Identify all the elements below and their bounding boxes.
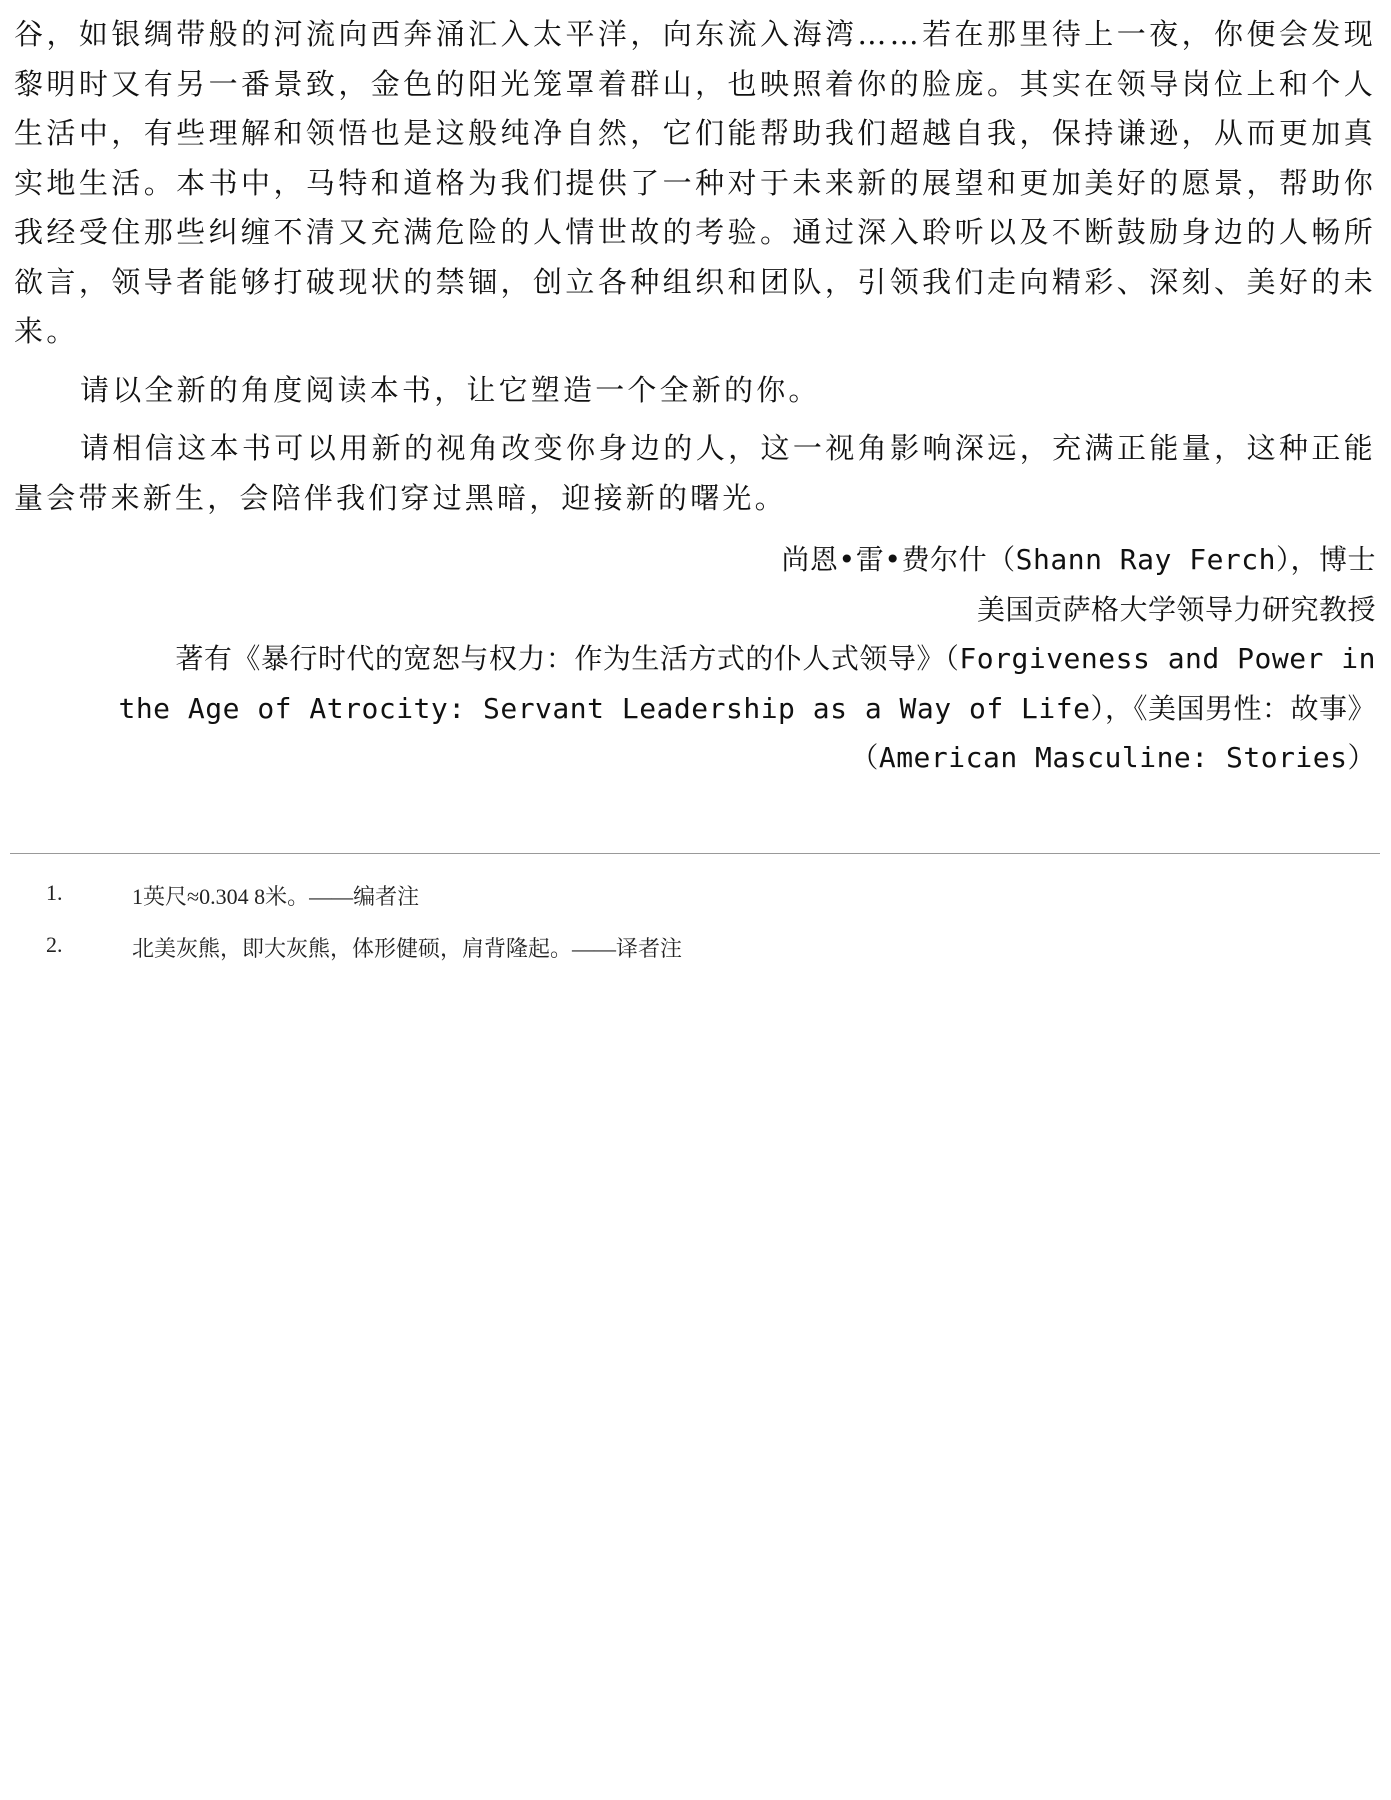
body-paragraph-2: 请以全新的角度阅读本书，让它塑造一个全新的你。 (80, 372, 821, 407)
signature-works-line-1: 著有《暴行时代的宽恕与权力：作为生活方式的仆人式领导》（Forgiveness and Power in (175, 642, 1376, 675)
signature-name: 尚恩•雷•费尔什（Shann Ray Ferch），博士 (781, 543, 1376, 576)
author-signature (14, 535, 1376, 783)
signature-works-line-3: （American Masculine: Stories） (850, 741, 1376, 774)
footnote-divider (10, 853, 1380, 854)
body-paragraph-1: 谷，如银绸带般的河流向西奔涌汇入太平洋，向东流入海湾……若在那里待上一夜，你便会发现黎明时又有另一番景致，金色的阳光笼罩着群山，也映照着你的脸庞。其实在领导岗位上和个人生活中，有些理解和领悟也是这般纯净自然，它们能帮助我们超越自我，保持谦逊，从而更加真实地生活。本书中，马特和道格为我们提供了一种对于未来新的展望和更加美好的愿景，帮助你我经受住那些纠缠不清又充满危险的人情世故的考验。通过深入聆听以及不断鼓励身边的人畅所欲言，领导者能够打破现状的禁锢，创立各种组织和团队，引领我们走向精彩、深刻、美好的未来。 (14, 17, 1376, 348)
page-body (14, 10, 1376, 783)
footnote-item (46, 880, 1346, 932)
body-paragraph-3: 请相信这本书可以用新的视角改变你身边的人，这一视角影响深远，充满正能量，这种正能量会带来新生，会陪伴我们穿过黑暗，迎接新的曙光。 (14, 431, 1376, 515)
signature-works-line-2: the Age of Atrocity: Servant Leadership as a Way of Life），《美国男性：故事》 (118, 691, 1376, 725)
footnote-number: 1. (46, 880, 63, 905)
footnote-text: 北美灰熊，即大灰熊，体形健硕，肩背隆起。——译者注 (132, 936, 683, 961)
footnote-item (46, 932, 1346, 984)
footnote-number: 2. (46, 932, 63, 957)
footnotes (46, 880, 1346, 984)
signature-position: 美国贡萨格大学领导力研究教授 (976, 592, 1376, 626)
footnote-text: 1英尺≈0.304 8米。——编者注 (132, 884, 420, 909)
